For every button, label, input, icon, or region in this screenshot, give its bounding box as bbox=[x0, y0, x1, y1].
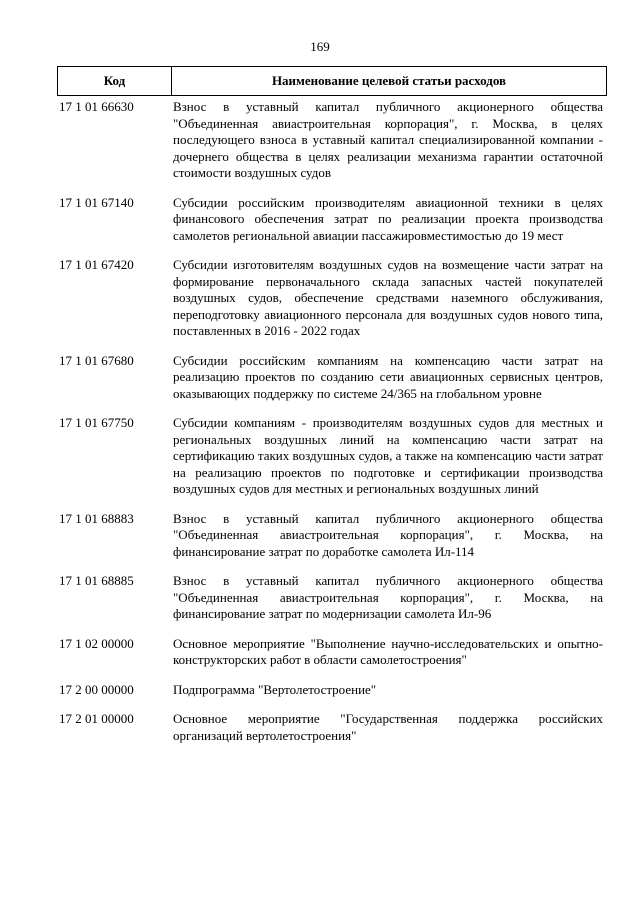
row-code: 17 1 01 66630 bbox=[59, 99, 134, 114]
table-row bbox=[59, 682, 604, 699]
row-code: 17 1 01 67750 bbox=[59, 415, 134, 430]
row-code: 17 2 00 00000 bbox=[59, 681, 134, 697]
row-code: 17 1 02 00000 bbox=[59, 635, 134, 651]
row-code: 17 1 01 67680 bbox=[59, 352, 134, 368]
row-name: Субсидии изготовителям воздушных судов на возмещение части затрат на формирование первоначального склада запасных частей покупателей воздушных судов, обеспечение средствами наземного обслуживания, переподготовку авиационного персонала для воздушных судов нового типа, поставленных в 2016 - 2022 годах bbox=[173, 257, 603, 338]
row-code: 17 1 01 67140 bbox=[59, 194, 134, 210]
header-code: Код bbox=[58, 67, 172, 96]
row-name: Субсидии российским компаниям на компенсацию части затрат на реализацию проектов по созданию сети авиационных сервисных центров, оказывающих поддержку по системе 24/365 на глобальном уровне bbox=[173, 352, 603, 401]
table-header bbox=[57, 66, 607, 96]
table-row bbox=[59, 636, 604, 669]
row-name: Взнос в уставный капитал публичного акционерного общества "Объединенная авиастроительная корпорация", г. Москва, на финансирование затрат по модернизации самолета Ил-96 bbox=[173, 573, 603, 621]
row-name: Подпрограмма "Вертолетостроение" bbox=[173, 681, 377, 697]
row-name: Основное мероприятие "Государственная поддержка российских организаций вертолетостроения" bbox=[173, 711, 603, 743]
row-code: 17 1 01 68883 bbox=[59, 510, 134, 526]
table-row bbox=[59, 99, 604, 182]
row-name: Субсидии российским производителям авиационной техники в целях финансового обеспечения затрат по реализации проекта производства самолетов региональной авиации пассажировместимостью до 19 мест bbox=[173, 194, 603, 243]
table-row bbox=[59, 511, 604, 561]
row-name: Основное мероприятие "Выполнение научно-исследовательских и опытно-конструкторских работ в области самолетостроения" bbox=[173, 635, 603, 667]
row-code: 17 1 01 68885 bbox=[59, 573, 134, 588]
row-code: 17 2 01 00000 bbox=[59, 711, 134, 726]
table-row bbox=[59, 573, 604, 623]
table-body bbox=[59, 99, 604, 757]
row-code: 17 1 01 67420 bbox=[59, 257, 134, 272]
page-number: 169 bbox=[310, 39, 330, 54]
row-name: Взнос в уставный капитал публичного акционерного общества "Объединенная авиастроительная корпорация", г. Москва, на финансирование затрат по доработке самолета Ил-114 bbox=[173, 510, 603, 559]
table-row bbox=[59, 415, 604, 498]
table-row bbox=[59, 711, 604, 744]
row-name: Субсидии компаниям - производителям воздушных судов для местных и региональных воздушных линий на компенсацию части затрат на сертификацию таких воздушных судов, а также на компенсацию части затрат на реализацию проектов по подготовке и сертификации производства воздушных судов для местных и региональных воздушных линий bbox=[173, 415, 603, 496]
table-row bbox=[59, 353, 604, 403]
table-row bbox=[59, 257, 604, 340]
header-name: Наименование целевой статьи расходов bbox=[172, 67, 607, 96]
table-row bbox=[59, 195, 604, 245]
row-name: Взнос в уставный капитал публичного акционерного общества "Объединенная авиастроительная корпорация", г. Москва, в целях последующего взноса в уставный капитал специализированной компании - дочернего общества в целях реализации механизма гарантии остаточной стоимости воздушных судов bbox=[173, 99, 603, 180]
